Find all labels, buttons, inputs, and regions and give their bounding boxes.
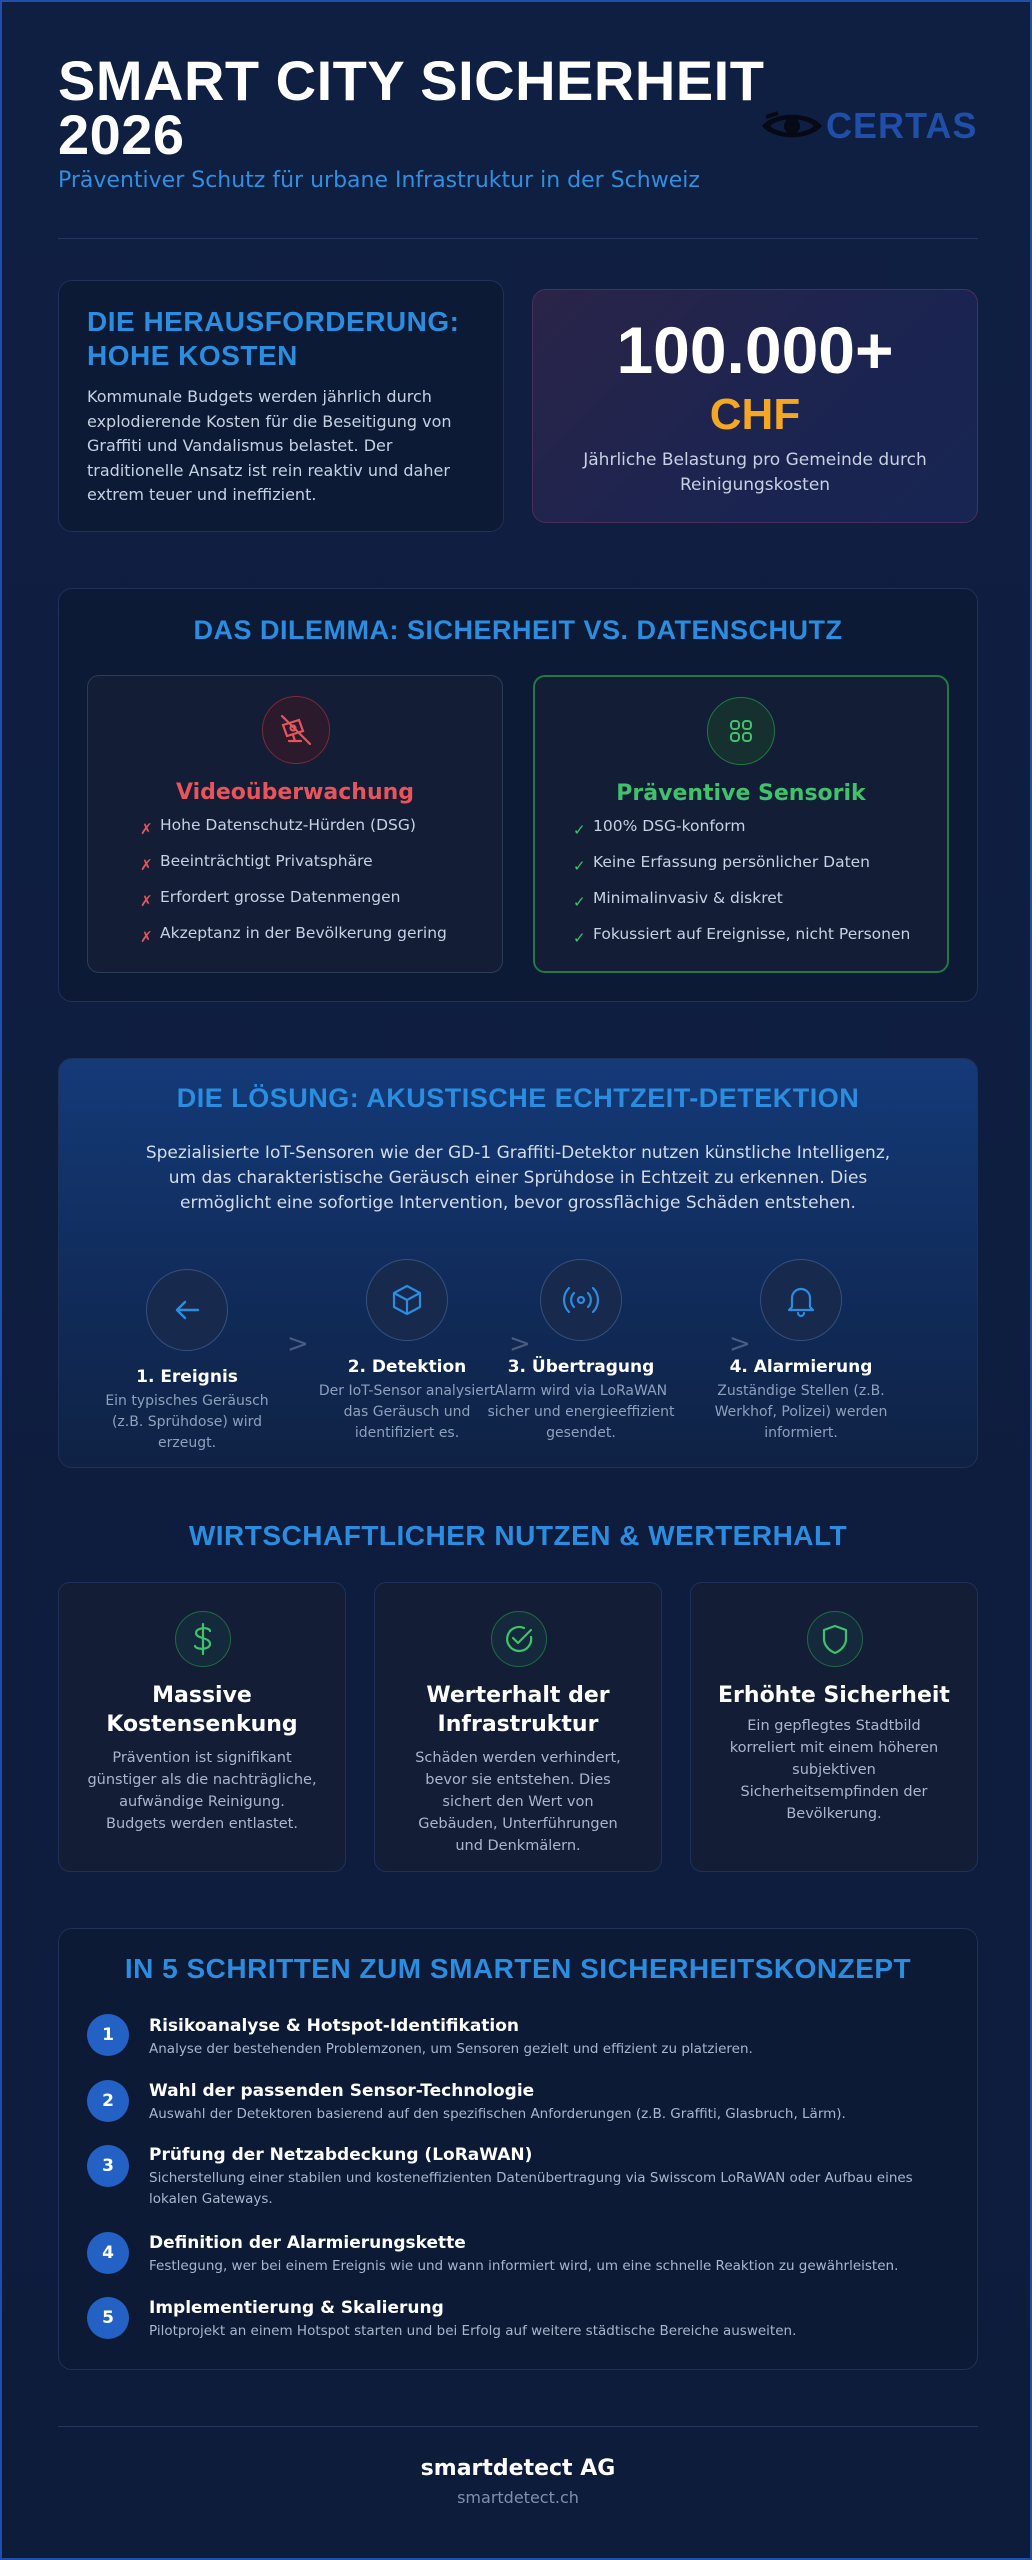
list-item-text: 100% DSG-konform bbox=[593, 817, 746, 835]
check-icon: ✓ bbox=[573, 893, 586, 911]
benefit-text: Schäden werden verhindert, bevor sie entstehen. Dies sichert den Wert von Gebäuden, Unterführungen und Denkmälern. bbox=[415, 1750, 621, 1854]
step-text: Alarm wird via LoRaWAN sicher und energieeffizient gesendet. bbox=[487, 1383, 675, 1441]
solution-title: DIE LÖSUNG: AKUSTISCHE ECHTZEIT-DETEKTION bbox=[176, 1083, 860, 1113]
preventive-sensor-panel bbox=[533, 675, 949, 973]
solution-section bbox=[58, 1058, 978, 1468]
cost-stat-card bbox=[532, 289, 978, 523]
list-item-text: Erfordert grosse Datenmengen bbox=[160, 888, 401, 906]
step-text: Analyse der bestehenden Problemzonen, um Sensoren gezielt und effizient zu platzieren. bbox=[149, 2041, 753, 2057]
cross-icon: ✗ bbox=[140, 892, 153, 910]
certas-logo bbox=[760, 106, 982, 146]
challenge-card bbox=[58, 280, 504, 532]
step-title: Implementierung & Skalierung bbox=[149, 2298, 444, 2318]
step-title: 2. Detektion bbox=[347, 1357, 467, 1377]
camera-off-icon bbox=[262, 696, 330, 764]
step-arrow: > bbox=[287, 1329, 309, 1359]
dilemma-title: DAS DILEMMA: SICHERHEIT VS. DATENSCHUTZ bbox=[193, 615, 843, 645]
step-text: Der IoT-Sensor analysiert das Geräusch und identifiziert es. bbox=[318, 1383, 496, 1441]
stat-value: 100.000+ bbox=[616, 313, 894, 387]
step-text: Auswahl der Detektoren basierend auf den spezifischen Anforderungen (z.B. Graffiti, Glasbruch, Lärm). bbox=[149, 2106, 846, 2122]
footer-company: smartdetect AG bbox=[420, 2456, 616, 2481]
list-item bbox=[140, 888, 447, 924]
list-item bbox=[140, 852, 447, 888]
challenge-text: Kommunale Budgets werden jährlich durch explodierende Kosten für die Beseitigung von Graffiti und Vandalismus belastet. Der traditionelle Ansatz ist rein reaktiv und daher extrem teuer und ineffizient. bbox=[87, 387, 452, 504]
broadcast-icon bbox=[540, 1259, 622, 1341]
five-steps-section bbox=[58, 1928, 978, 2370]
step-title: Prüfung der Netzabdeckung (LoRaWAN) bbox=[149, 2145, 533, 2165]
list-item-text: Hohe Datenschutz-Hürden (DSG) bbox=[160, 816, 416, 834]
benefit-title: Erhöhte Sicherheit bbox=[718, 1683, 950, 1708]
check-circle-icon bbox=[491, 1611, 547, 1667]
stat-description: Jährliche Belastung pro Gemeinde durch Reinigungskosten bbox=[583, 450, 927, 495]
arrow-left-icon bbox=[146, 1269, 228, 1351]
step-title: Definition der Alarmierungskette bbox=[149, 2233, 466, 2253]
benefits-title: WIRTSCHAFTLICHER NUTZEN & WERTERHALT bbox=[188, 1520, 848, 1551]
page-subtitle: Präventiver Schutz für urbane Infrastruktur in der Schweiz bbox=[58, 168, 700, 193]
benefit-card bbox=[58, 1582, 346, 1872]
benefit-card bbox=[374, 1582, 662, 1872]
benefit-text: Ein gepflegtes Stadtbild korreliert mit einem höheren subjektiven Sicherheitsempfinden der Bevölkerung. bbox=[729, 1718, 939, 1822]
check-icon: ✓ bbox=[573, 821, 586, 839]
footer-url[interactable]: smartdetect.ch bbox=[457, 2488, 579, 2507]
step-arrow: > bbox=[729, 1329, 751, 1359]
step-title: Risikoanalyse & Hotspot-Identifikation bbox=[149, 2016, 520, 2036]
step-text: Ein typisches Geräusch (z.B. Sprühdose) wird erzeugt. bbox=[105, 1393, 269, 1451]
list-item bbox=[140, 924, 447, 960]
five-steps-title: IN 5 SCHRITTEN ZUM SMARTEN SICHERHEITSKONZEPT bbox=[124, 1953, 912, 1984]
cross-icon: ✗ bbox=[140, 820, 153, 838]
step-text: Sicherstellung einer stabilen und kosteneffizienten Datenübertragung via Swisscom LoRaWAN oder Aufbau eines lokalen Gateways. bbox=[149, 2170, 913, 2207]
step-number: 4 bbox=[87, 2232, 129, 2274]
cross-icon: ✗ bbox=[140, 856, 153, 874]
eye-icon bbox=[760, 109, 824, 143]
step-title: 4. Alarmierung bbox=[729, 1357, 873, 1377]
challenge-title: DIE HERAUSFORDERUNG: HOHE KOSTEN bbox=[87, 306, 460, 371]
video-surveillance-panel bbox=[87, 675, 503, 973]
cross-icon: ✗ bbox=[140, 928, 153, 946]
list-item bbox=[573, 925, 910, 961]
dollar-icon bbox=[175, 1611, 231, 1667]
benefit-text: Prävention ist signifikant günstiger als die nachträgliche, aufwändige Reinigung. Budgets werden entlastet. bbox=[87, 1750, 317, 1832]
benefit-title: Werterhalt der Infrastruktur bbox=[426, 1683, 610, 1737]
bell-icon bbox=[760, 1259, 842, 1341]
list-item-text: Fokussiert auf Ereignisse, nicht Personen bbox=[593, 925, 911, 943]
benefit-card bbox=[690, 1582, 978, 1872]
preventive-sensor-list bbox=[573, 817, 910, 961]
list-item bbox=[573, 853, 910, 889]
solution-text: Spezialisierte IoT-Sensoren wie der GD-1 Graffiti-Detektor nutzen künstliche Intelligenz, um das charakteristische Geräusch einer Sprühdose in Echtzeit zu erkennen. Dies ermöglicht eine sofortige Intervention, bevor grossflächige Schäden entstehen. bbox=[145, 1143, 891, 1213]
list-item bbox=[573, 889, 910, 925]
divider bbox=[58, 238, 978, 239]
list-item bbox=[140, 816, 447, 852]
preventive-sensor-heading: Präventive Sensorik bbox=[616, 781, 866, 806]
step-title: Wahl der passenden Sensor-Technologie bbox=[149, 2081, 535, 2101]
step-text: Zuständige Stellen (z.B. Werkhof, Polizei) werden informiert. bbox=[714, 1383, 888, 1441]
video-surveillance-heading: Videoüberwachung bbox=[175, 780, 415, 805]
step-text: Pilotprojekt an einem Hotspot starten und bei Erfolg auf weitere städtische Bereiche ausweiten. bbox=[149, 2323, 797, 2339]
list-item-text: Keine Erfassung persönlicher Daten bbox=[593, 853, 871, 871]
list-item-text: Minimalinvasiv & diskret bbox=[593, 889, 783, 907]
step-arrow: > bbox=[509, 1329, 531, 1359]
step-title: 1. Ereignis bbox=[136, 1367, 238, 1387]
video-surveillance-list bbox=[140, 816, 447, 960]
step-number: 3 bbox=[87, 2145, 129, 2187]
dilemma-section bbox=[58, 588, 978, 1002]
step-text: Festlegung, wer bei einem Ereignis wie und wann informiert wird, um eine schnelle Reaktion zu gewährleisten. bbox=[149, 2258, 899, 2274]
step-number: 5 bbox=[87, 2297, 129, 2339]
list-item bbox=[573, 817, 910, 853]
shield-icon bbox=[807, 1611, 863, 1667]
logo-text: CERTAS bbox=[826, 105, 978, 146]
divider bbox=[58, 2426, 978, 2427]
benefit-title: Massive Kostensenkung bbox=[106, 1683, 298, 1737]
command-icon bbox=[707, 697, 775, 765]
check-icon: ✓ bbox=[573, 929, 586, 947]
check-icon: ✓ bbox=[573, 857, 586, 875]
stat-currency: CHF bbox=[709, 390, 801, 439]
list-item-text: Beeinträchtigt Privatsphäre bbox=[160, 852, 373, 870]
step-number: 2 bbox=[87, 2080, 129, 2122]
list-item-text: Akzeptanz in der Bevölkerung gering bbox=[160, 924, 447, 942]
page-title: SMART CITY SICHERHEIT 2026 bbox=[58, 49, 765, 166]
step-number: 1 bbox=[87, 2014, 129, 2056]
cube-icon bbox=[366, 1259, 448, 1341]
step-title: 3. Übertragung bbox=[507, 1357, 655, 1377]
